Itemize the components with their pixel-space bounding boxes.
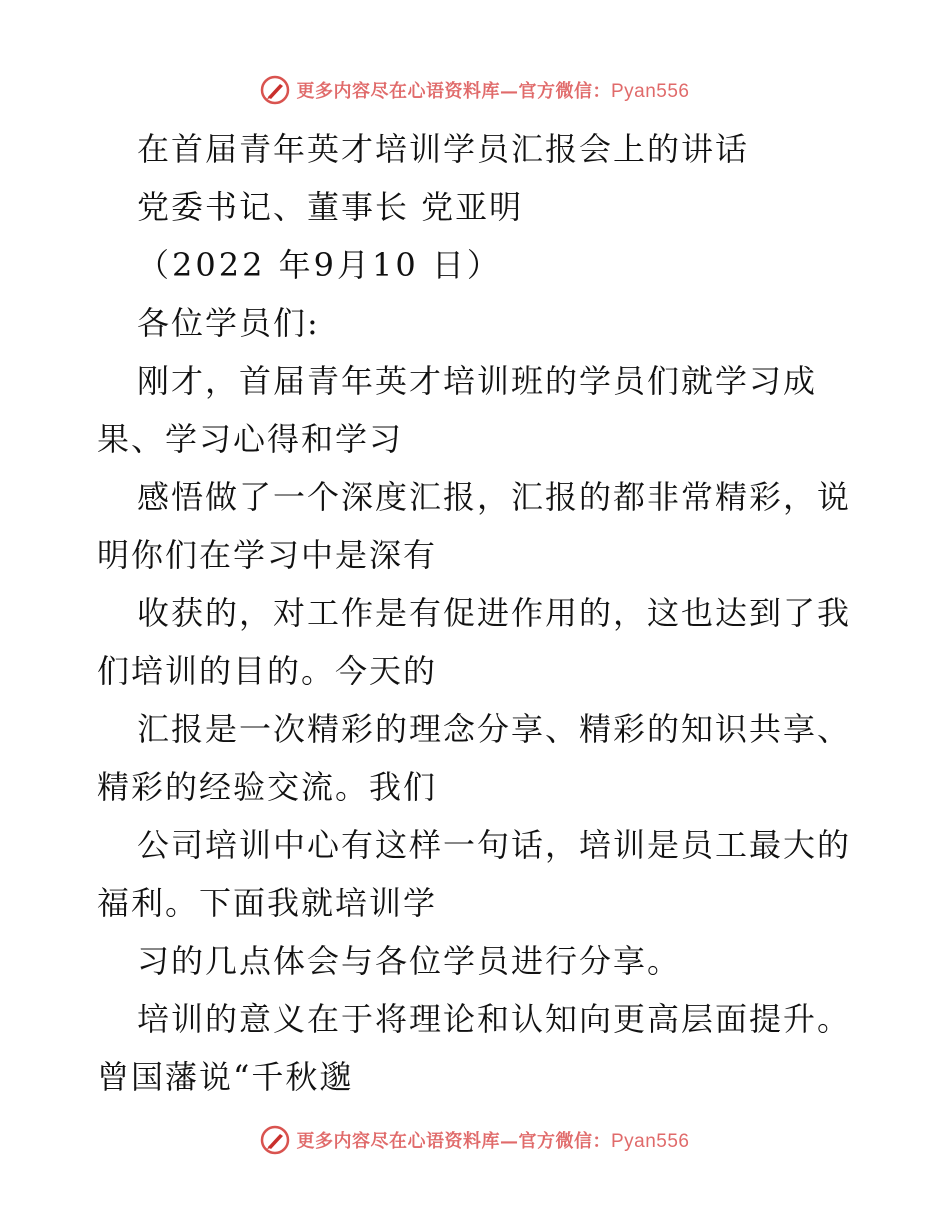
body-line: 果、学习心得和学习 (97, 420, 404, 458)
header-banner (0, 70, 950, 110)
body-line: 曾国藩说“千秋邈 (97, 1058, 354, 1096)
body-line: 培训的意义在于将理论和认知向更高层面提升。 (137, 1000, 852, 1038)
quill-logo-icon (260, 1125, 290, 1155)
speaker-line: 党委书记、董事长 党亚明 (137, 188, 524, 226)
body-line: 公司培训中心有这样一句话，培训是员工最大的 (137, 826, 852, 864)
body-line: 明你们在学习中是深有 (97, 536, 438, 574)
body-line: 习的几点体会与各位学员进行分享。 (137, 942, 682, 980)
body-line: 汇报是一次精彩的理念分享、精彩的知识共享、 (137, 710, 852, 748)
banner-wechat-id: Pyan556 (610, 1131, 690, 1152)
banner-text (296, 77, 689, 103)
body-line: 收获的，对工作是有促进作用的，这也达到了我 (137, 594, 852, 632)
speech-date: （2022 年9月10 日） (137, 246, 502, 284)
body-line: 们培训的目的。今天的 (97, 652, 438, 690)
body-line: 感悟做了一个深度汇报，汇报的都非常精彩，说 (137, 478, 852, 516)
document-body (97, 120, 857, 1106)
quill-logo-icon (260, 75, 290, 105)
banner-slogan: 更多内容尽在心语资料库—官方微信： (296, 81, 611, 102)
banner-wechat-id: Pyan556 (610, 81, 690, 102)
footer-banner (0, 1120, 950, 1160)
document-title: 在首届青年英才培训学员汇报会上的讲话 (137, 130, 750, 168)
body-line: 精彩的经验交流。我们 (97, 768, 438, 806)
greeting: 各位学员们: (137, 304, 320, 342)
banner-text (296, 1127, 689, 1153)
banner-slogan: 更多内容尽在心语资料库—官方微信： (296, 1131, 611, 1152)
body-line: 刚才，首届青年英才培训班的学员们就学习成 (137, 362, 818, 400)
body-line: 福利。下面我就培训学 (97, 884, 438, 922)
